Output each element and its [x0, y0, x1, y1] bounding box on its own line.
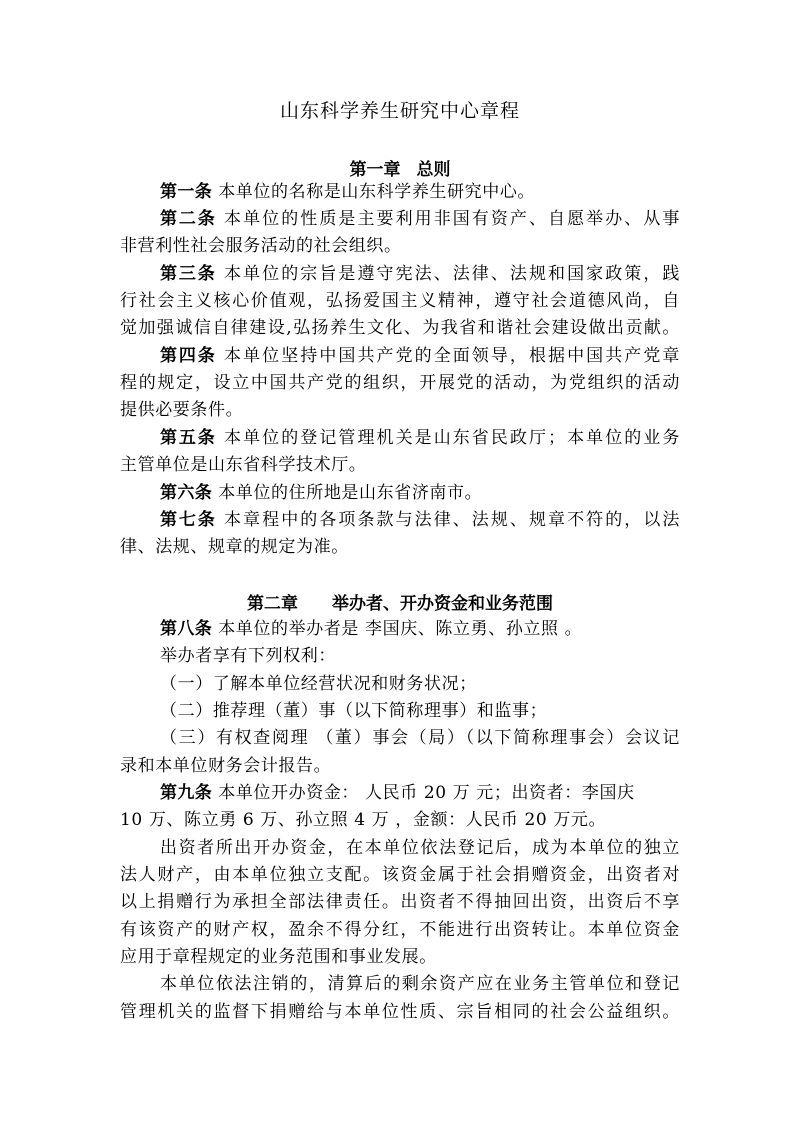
article-3-label: 第三条: [160, 264, 217, 284]
article-2-line-1: [160, 208, 680, 230]
article-9-text-1: 本单位开办资金： 人民币 20 万 元；出资者：李国庆: [218, 783, 635, 803]
article-8-label: 第八条: [160, 619, 213, 639]
article-2-text-1: 本单位的性质是主要利用非国有资产、自愿举办、从事: [224, 209, 680, 229]
article-2-label: 第二条: [160, 209, 217, 229]
funds-paragraph-line-1: 出资者所出开办资金，在本单位依法登记后，成为本单位的独立: [160, 838, 680, 858]
article-5-text-1: 本单位的登记管理机关是山东省民政厅；本单位的业务: [224, 428, 680, 448]
article-5-line-2: 主管单位是山东省科学技术厅。: [120, 455, 367, 475]
right-1: （一）了解本单位经营状况和财务状况；: [160, 674, 477, 694]
article-9-label: 第九条: [160, 783, 213, 803]
funds-paragraph-line-2: 法人财产，由本单位独立支配。该资金属于社会捐赠资金，出资者对: [120, 865, 680, 885]
chapter-2-name: 举办者、开办资金和业务范围: [332, 594, 553, 614]
funds-paragraph-line-4: 有该资产的财产权，盈余不得分红，不能进行出资转让。本单位资金: [120, 920, 680, 940]
article-7-label: 第七条: [160, 510, 217, 530]
article-7-line-2: 律、法规、规章的规定为准。: [120, 537, 349, 557]
article-4-line-2: 程的规定，设立中国共产党的组织，开展党的活动，为党组织的活动: [120, 373, 680, 393]
article-4-line-3: 提供必要条件。: [120, 400, 244, 420]
article-7-line-1: [160, 509, 680, 531]
chapter-1-name: 总则: [416, 160, 451, 180]
funds-paragraph-line-5: 应用于章程规定的业务范围和事业发展。: [120, 947, 437, 967]
chapter-1-heading: [0, 155, 800, 180]
article-8: [160, 618, 720, 640]
right-2: （二）推荐理（董）事（以下简称理事）和监事；: [160, 701, 548, 721]
article-7-text-1: 本章程中的各项条款与法律、法规、规章不符的，以法: [224, 510, 680, 530]
chapter-2-label: 第二章: [247, 594, 298, 614]
article-3-line-1: [160, 263, 680, 285]
article-6-label: 第六条: [160, 483, 213, 503]
article-1-label: 第一条: [160, 182, 213, 202]
article-6: [160, 482, 720, 504]
article-9-line-2: 10 万、陈立勇 6 万、孙立照 4 万 ，金额：人民币 20 万元。: [120, 810, 607, 830]
article-5-label: 第五条: [160, 428, 217, 448]
document-title: 山东科学养生研究中心章程: [279, 100, 520, 122]
article-3-line-2: 行社会主义核心价值观，弘扬爱国主义精神，遵守社会道德风尚，自: [120, 291, 680, 311]
article-1-text: 本单位的名称是山东科学养生研究中心。: [218, 182, 536, 202]
right-3-line-2: 录和本单位财务会计报告。: [120, 756, 332, 776]
article-9-line-1: [160, 782, 720, 804]
article-6-text: 本单位的住所地是山东省济南市。: [218, 483, 483, 503]
dissolution-paragraph-line-1: 本单位依法注销的，清算后的剩余资产应在业务主管单位和登记: [160, 974, 680, 994]
dissolution-paragraph-line-2: 管理机关的监督下捐赠给与本单位性质、宗旨相同的社会公益组织。: [120, 1002, 680, 1022]
article-2-line-2: 非营利性社会服务活动的社会组织。: [120, 236, 402, 256]
rights-intro: 举办者享有下列权利：: [160, 646, 336, 666]
article-3-line-3: 觉加强诚信自律建设,弘扬养生文化、为我省和谐社会建设做出贡献。: [120, 318, 680, 338]
right-3-line-1: （三）有权查阅理 （董）事会（局）（以下简称理事会）会议记: [160, 728, 680, 748]
article-3-text-1: 本单位的宗旨是遵守宪法、法律、法规和国家政策，践: [224, 264, 680, 284]
article-4-label: 第四条: [160, 346, 217, 366]
article-5-line-1: [160, 427, 680, 449]
chapter-1-label: 第一章: [349, 160, 401, 180]
funds-paragraph-line-3: 以上捐赠行为承担全部法律责任。出资者不得抽回出资，出资后不享: [120, 892, 680, 912]
article-8-text: 本单位的举办者是 李国庆、陈立勇、孙立照 。: [218, 619, 583, 639]
article-4-line-1: [160, 345, 680, 367]
article-4-text-1: 本单位坚持中国共产党的全面领导，根据中国共产党章: [224, 346, 680, 366]
chapter-2-heading: [0, 589, 800, 614]
article-1: [160, 181, 720, 203]
